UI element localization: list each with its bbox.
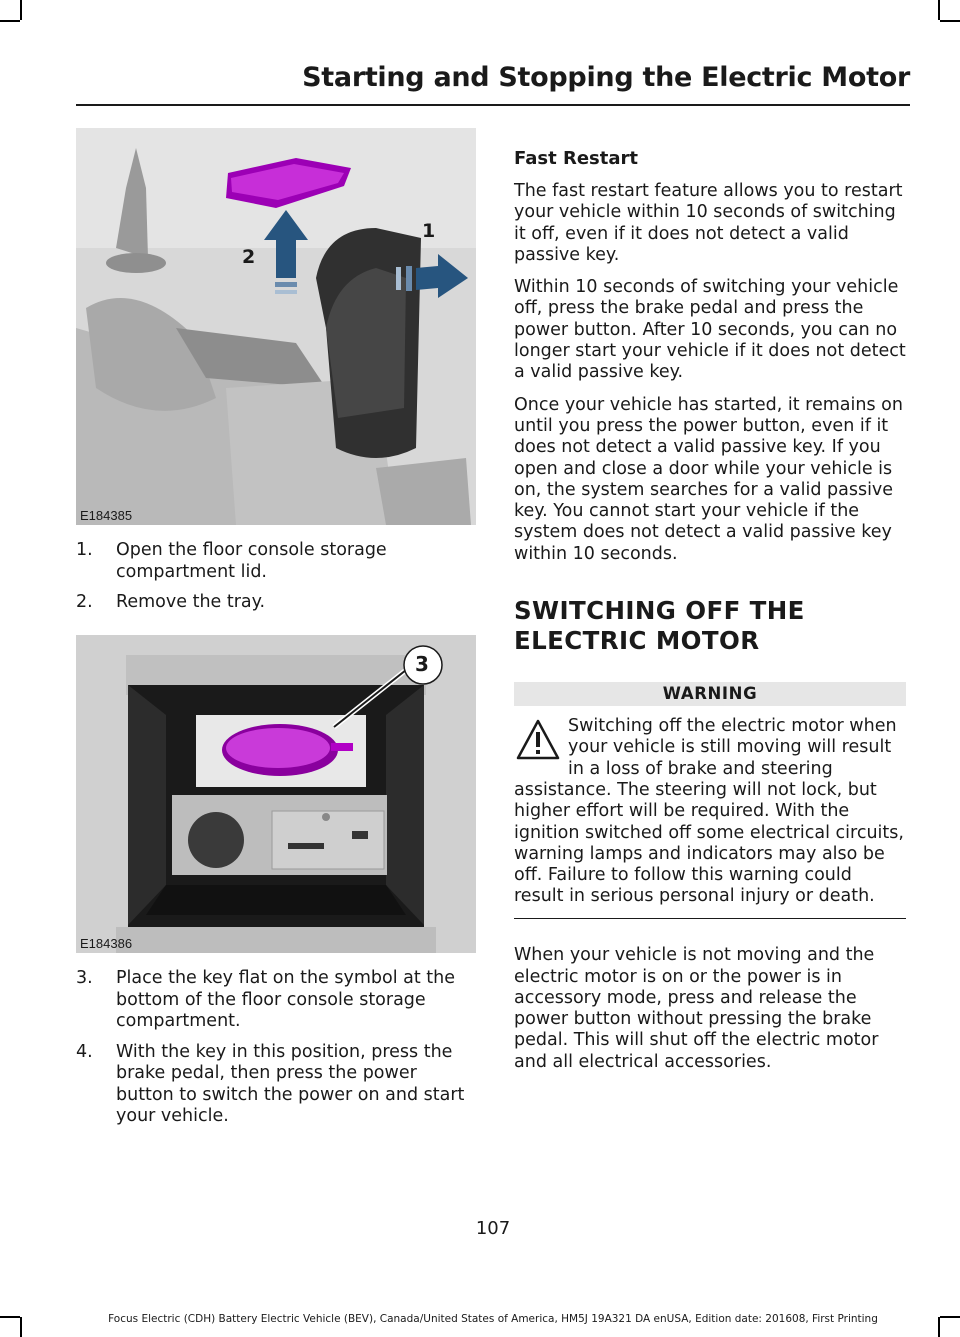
figure-storage-compartment [76,635,476,953]
crop-mark [20,0,22,20]
figure-console-lid [76,128,476,525]
paragraph: The fast restart feature allows you to restart your vehicle within 10 seconds of switching it off, even if it does not detect a valid passive key. [514,181,903,265]
console-lid-illustration [76,128,476,525]
paragraph: When your vehicle is not moving and the electric motor is on or the power is in accessory mode, press and release the power button without pressing the brake pedal. This will shut off the electric motor and all electrical accessories. [514,945,879,1072]
paragraph: Within 10 seconds of switching your vehicle off, press the brake pedal and press the power button. After 10 seconds, you can no longer start your vehicle if it does not detect a valid passive key. [514,277,906,383]
right-column [514,148,906,1084]
page-number: 107 [475,1218,511,1239]
header-rule [76,104,910,106]
crop-mark [0,20,20,22]
step-item: 4. With the key in this position, press the brake pedal, then press the power button to switch the power on and start your vehicle. [76,1041,465,1126]
callout-1: 1 [422,220,436,242]
step-item: 2. Remove the tray. [76,592,266,612]
steps-list-b [76,968,476,1137]
callout-2: 2 [242,246,256,268]
warning-label: WARNING [514,682,906,706]
warning-triangle-icon [516,718,560,764]
section-heading-switching-off: SWITCHING OFF THE ELECTRIC MOTOR [514,596,805,656]
crop-mark [938,0,940,20]
steps-list-a [76,540,476,623]
compartment-illustration [76,635,476,953]
callout-3: 3 [415,652,429,676]
warning-box [514,716,906,908]
crop-mark [940,20,960,22]
page-title: Starting and Stopping the Electric Motor [302,62,910,93]
figure-id: E184385 [80,508,133,523]
step-item: 1. Open the floor console storage compartment lid. [76,540,387,582]
paragraph: Once your vehicle has started, it remains on until you press the power button, even if it does not detect a valid passive key. If you open and close a door while your vehicle is on, the system searches for a valid passive key. You cannot start your vehicle if the system does not detect a valid passive key within 10 seconds. [514,394,903,564]
section-heading-fast-restart: Fast Restart [514,148,638,169]
figure-id: E184386 [80,936,133,951]
warning-text: Switching off the electric motor when your vehicle is still moving will result in a loss of brake and steering assistance. The steering will not lock, but higher effort will be required. With the ignition switched off some electrical circuits, warning lamps and indicators may also be off. Failure to follow this warning could result in serious personal injury or death. [514,716,904,907]
step-item: 3. Place the key flat on the symbol at the bottom of the floor console storage compartment. [76,968,456,1031]
footer-text: Focus Electric (CDH) Battery Electric Vehicle (BEV), Canada/United States of America, HM5J 19A321 DA enUSA, Edition date: 201608, First Printing [108,1313,878,1325]
